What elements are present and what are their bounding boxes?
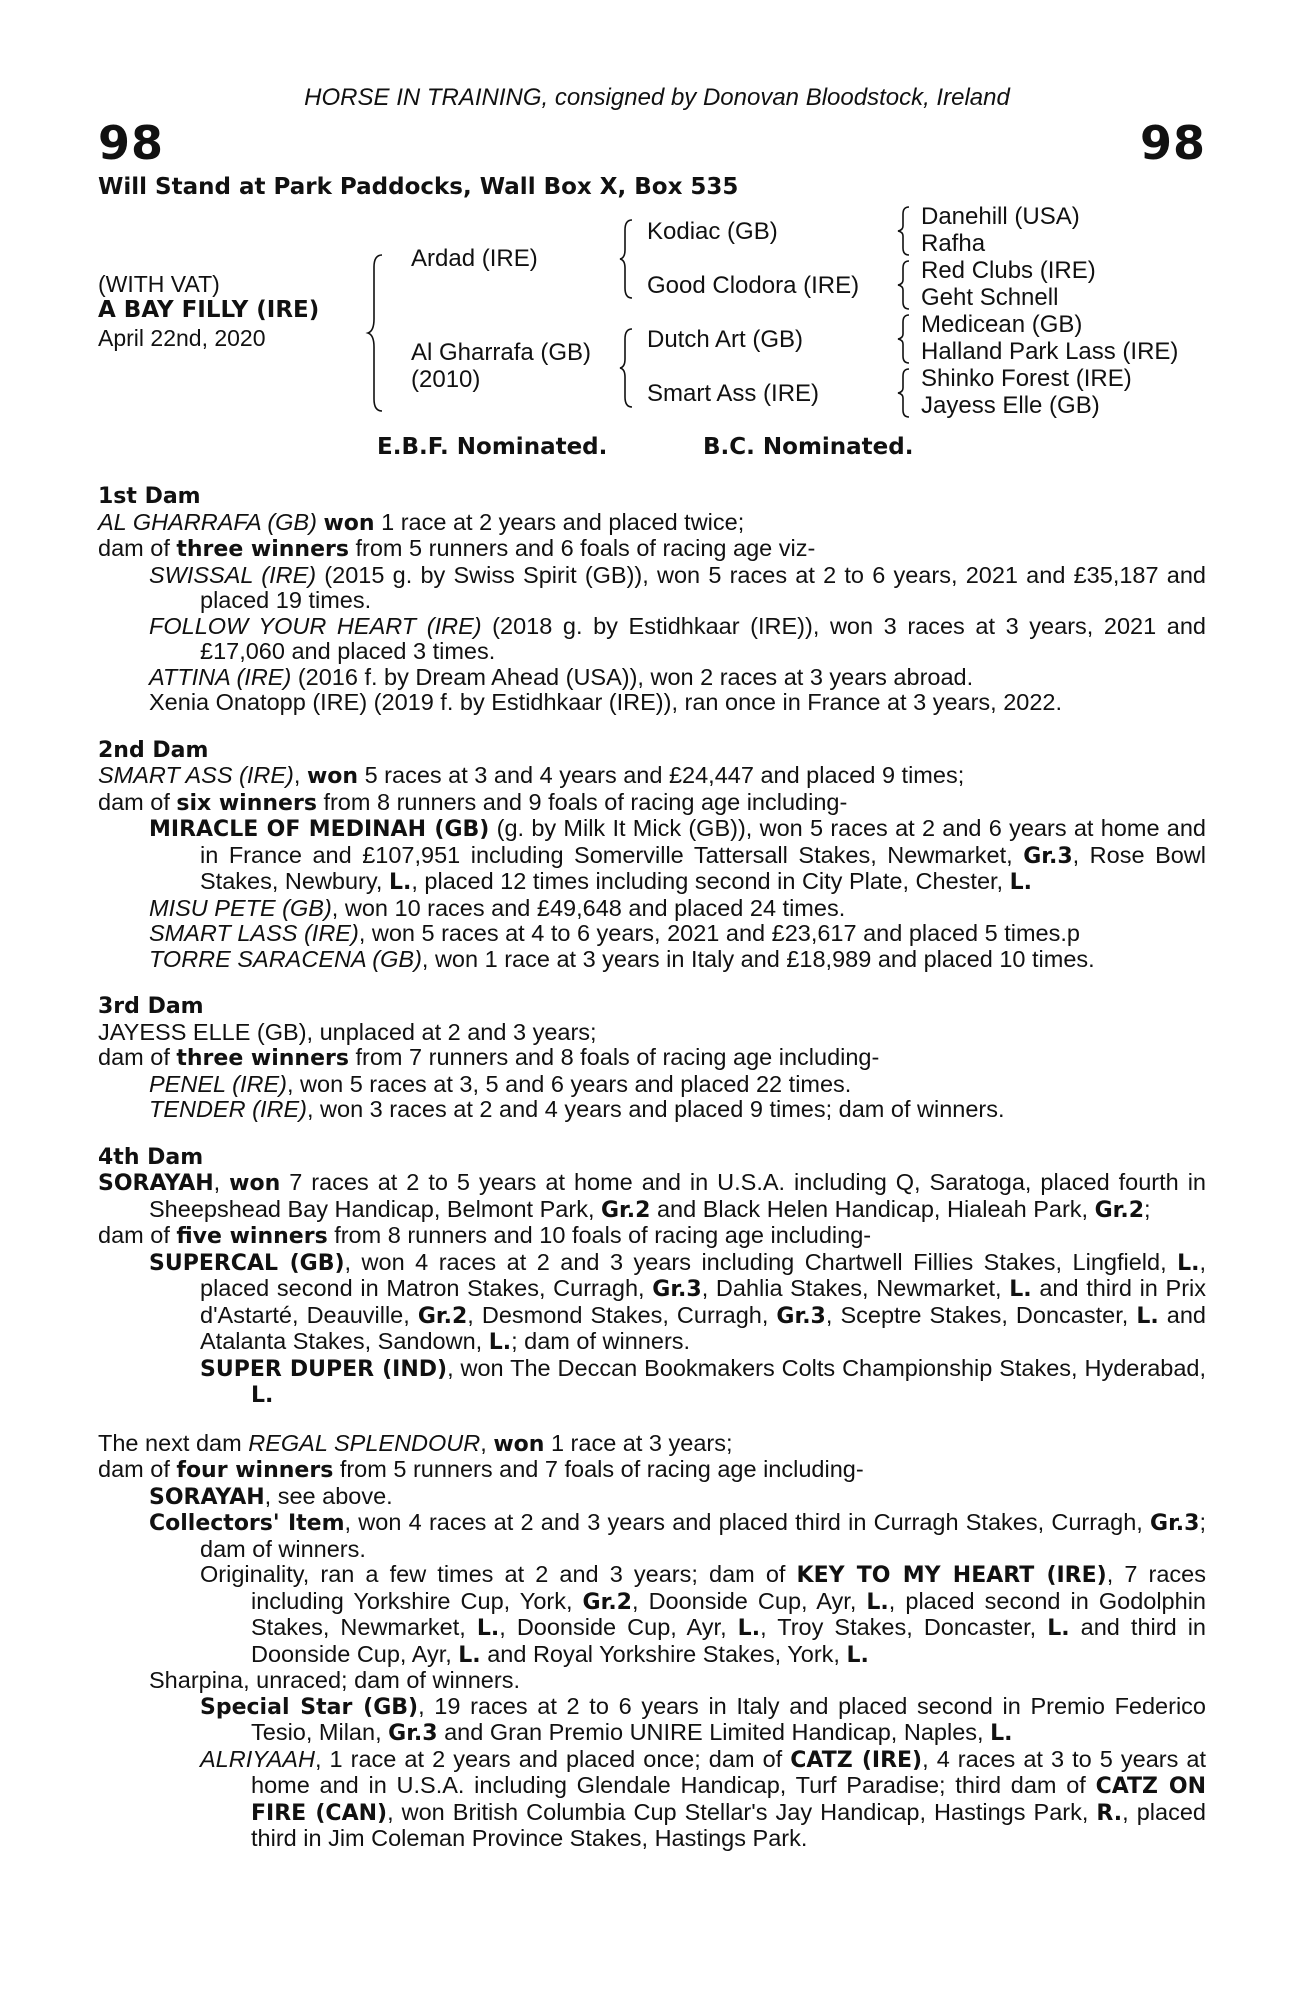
- produce-text: Originality, ran a few times at 2 and 3 years; dam of: [200, 1561, 797, 1587]
- dam-dam: Smart Ass (IRE): [647, 380, 820, 407]
- produce-text: , won 5 races at 3, 5 and 6 years and placed 22 times.: [287, 1070, 852, 1097]
- text: from 8 runners and 9 foals of racing age including-: [316, 788, 848, 815]
- produce-name: SUPERCAL (GB): [149, 1250, 345, 1276]
- produce-text: Sharpina, unraced; dam of winners.: [149, 1667, 520, 1693]
- pedigree-bracket-sire: [620, 218, 636, 300]
- next-dam-record: [98, 1431, 1206, 1458]
- winners-count: three winners: [176, 1046, 349, 1071]
- grade-label: Gr.2: [1094, 1197, 1145, 1223]
- winners-count: five winners: [176, 1224, 328, 1249]
- produce-entry: [98, 947, 1206, 973]
- produce-text: ; dam of winners.: [511, 1328, 691, 1354]
- won-label: won: [306, 764, 359, 789]
- grade-label: Gr.3: [388, 1721, 438, 1746]
- produce-entry: [98, 1668, 1206, 1694]
- produce-entry: [98, 665, 1206, 691]
- produce-text: ; dam of winners.: [200, 1509, 1206, 1562]
- produce-text: , Dahlia Stakes, Newmarket,: [701, 1275, 1010, 1301]
- dam-year: (2010): [411, 366, 481, 393]
- produce-text: , won 4 races at 2 and 3 years and placed third in Curragh Stakes, Curragh,: [344, 1509, 1151, 1535]
- produce-text: , 7 races including Yorkshire Cup, York,: [251, 1561, 1206, 1614]
- listed-label: L.: [737, 1616, 761, 1641]
- produce-text: , placed 12 times including second in City Plate, Chester,: [411, 868, 1010, 894]
- produce-name: CATZ (IRE): [790, 1747, 923, 1773]
- produce-entry: [98, 690, 1206, 716]
- g3-5: Medicean (GB): [921, 311, 1083, 338]
- winners-count: three winners: [176, 537, 349, 562]
- g3-8: Jayess Elle (GB): [921, 392, 1100, 419]
- g3-6: Halland Park Lass (IRE): [921, 338, 1179, 365]
- grade-label: Gr.3: [652, 1277, 702, 1302]
- g3-1: Danehill (USA): [921, 203, 1080, 230]
- produce-text: and Royal Yorkshire Stakes, York,: [480, 1640, 847, 1667]
- listed-label: L.: [1136, 1303, 1159, 1329]
- second-dam-section: [98, 738, 1206, 973]
- dam-sire: Dutch Art (GB): [647, 326, 804, 353]
- produce-text: , won 4 races at 2 and 3 years including Chartwell Fillies Stakes, Lingfield,: [344, 1248, 1178, 1275]
- fourth-dam-produce-summary: [98, 1223, 1206, 1250]
- produce-text: (2016 f. by Dream Ahead (USA)), won 2 races at 3 years abroad.: [291, 663, 974, 690]
- produce-name: TORRE SARACENA (GB): [149, 945, 422, 972]
- record-text: 1 race at 3 years;: [544, 1429, 733, 1456]
- text: from 5 runners and 6 foals of racing age viz-: [348, 535, 816, 561]
- produce-entry: [98, 563, 1206, 614]
- text: ,: [480, 1429, 494, 1456]
- won-label: won: [229, 1171, 281, 1196]
- produce-entry: [98, 1562, 1206, 1668]
- bc-nomination: B.C. Nominated.: [703, 434, 914, 460]
- grade-label: Gr.2: [601, 1197, 651, 1223]
- produce-name: SORAYAH: [149, 1484, 265, 1510]
- first-dam-record: [98, 510, 1206, 537]
- g3-4: Geht Schnell: [921, 284, 1059, 311]
- pedigree-bracket-g3-2: [898, 259, 912, 311]
- produce-entry: [98, 1356, 1206, 1409]
- produce-name: SMART LASS (IRE): [149, 920, 359, 946]
- listed-label: L.: [388, 870, 412, 895]
- produce-entry: [98, 1694, 1206, 1747]
- produce-name: Special Star (GB): [200, 1694, 419, 1720]
- produce-entry: [98, 1097, 1206, 1123]
- produce-text: and third in Prix d'Astarté, Deauville,: [200, 1275, 1207, 1328]
- produce-name: SUPER DUPER (IND): [200, 1356, 448, 1382]
- produce-entry: [98, 1510, 1206, 1562]
- dam-name: REGAL SPLENDOUR: [248, 1429, 481, 1456]
- grade-label: Gr.2: [417, 1303, 468, 1329]
- restricted-label: R.: [1096, 1800, 1123, 1826]
- produce-name: SWISSAL (IRE): [149, 561, 317, 588]
- third-dam-heading: 3rd Dam: [98, 994, 204, 1019]
- produce-name: CATZ ON FIRE (CAN): [251, 1774, 1206, 1826]
- produce-text: , 4 races at 3 to 5 years at home and in U.S.A. including Glendale Handicap, Turf Paradise; third dam of: [251, 1745, 1206, 1798]
- produce-name: FOLLOW YOUR HEART (IRE): [149, 612, 482, 639]
- catalogue-body: [98, 484, 1206, 1874]
- listed-label: L.: [1177, 1250, 1200, 1276]
- dam-name: AL GHARRAFA (GB): [98, 508, 317, 535]
- fourth-dam-heading: 4th Dam: [98, 1144, 204, 1170]
- produce-text: , Sceptre Stakes, Doncaster,: [825, 1301, 1137, 1328]
- produce-text: , won The Deccan Bookmakers Colts Championship Stakes, Hyderabad,: [447, 1354, 1206, 1381]
- produce-entry: [98, 921, 1206, 947]
- produce-text: , Doonside Cup, Ayr,: [631, 1587, 867, 1614]
- fourth-dam-record: [98, 1170, 1206, 1223]
- produce-text: , 1 race at 2 years and placed once; dam of: [314, 1745, 791, 1772]
- g3-3: Red Clubs (IRE): [921, 257, 1096, 284]
- produce-text: , Rose Bowl Stakes, Newbury,: [200, 841, 1206, 894]
- text: from 5 runners and 7 foals of racing age including-: [333, 1456, 864, 1482]
- listed-label: L.: [488, 1330, 512, 1355]
- produce-text: Xenia Onatopp (IRE) (2019 f. by Estidhkaar (IRE)), ran once in France at 3 years, 2022.: [149, 689, 1063, 715]
- produce-entry: [98, 896, 1206, 922]
- produce-name: PENEL (IRE): [149, 1070, 287, 1097]
- produce-name: ATTINA (IRE): [149, 663, 292, 690]
- listed-label: L.: [1009, 870, 1032, 895]
- produce-text: , Desmond Stakes, Curragh,: [467, 1301, 777, 1328]
- next-dam-section: [98, 1431, 1206, 1852]
- second-dam-produce-summary: [98, 790, 1206, 817]
- listed-label: L.: [458, 1642, 481, 1668]
- produce-text: and Gran Premio UNIRE Limited Handicap, Naples,: [437, 1719, 991, 1745]
- listed-label: L.: [866, 1589, 889, 1615]
- text: dam of: [98, 1456, 177, 1482]
- text: dam of: [98, 535, 177, 561]
- produce-entry: [98, 1484, 1206, 1511]
- text: The next dam: [98, 1429, 249, 1456]
- produce-name: MISU PETE (GB): [149, 894, 332, 921]
- produce-text: (g. by Milk It Mick (GB)), won 5 races at 2 and 6 years at home and in France and £107,951 including Somerville Tattersall Stakes, Newmarket,: [200, 815, 1206, 868]
- sire-dam: Good Clodora (IRE): [647, 272, 860, 299]
- text: from 7 runners and 8 foals of racing age including-: [348, 1044, 880, 1070]
- ebf-nomination: E.B.F. Nominated.: [377, 434, 608, 460]
- produce-text: , 19 races at 2 to 6 years in Italy and placed second in Premio Federico Tesio, Milan,: [251, 1692, 1206, 1745]
- vat-note: (WITH VAT): [98, 271, 220, 297]
- lot-number-right: 98: [1139, 116, 1206, 170]
- won-label: won: [493, 1431, 545, 1457]
- grade-label: Gr.3: [776, 1303, 826, 1329]
- listed-label: L.: [846, 1642, 869, 1668]
- dam-name: SMART ASS (IRE): [98, 762, 294, 788]
- dam-name: SORAYAH: [98, 1171, 214, 1196]
- produce-name: ALRIYAAH: [200, 1745, 315, 1772]
- listed-label: L.: [1009, 1277, 1032, 1302]
- produce-entry: [98, 1747, 1206, 1852]
- text: dam of: [98, 1044, 177, 1070]
- third-dam-produce-summary: [98, 1045, 1206, 1072]
- listed-label: L.: [990, 1721, 1013, 1746]
- page-subtitle: HORSE IN TRAINING, consigned by Donovan Bloodstock, Ireland: [304, 84, 1010, 111]
- produce-text: , won 5 races at 4 to 6 years, 2021 and £23,617 and placed 5 times.p: [358, 920, 1080, 946]
- dam-name: Al Gharrafa (GB): [411, 339, 592, 366]
- grade-label: Gr.3: [1023, 843, 1073, 869]
- text: dam of: [98, 1222, 177, 1248]
- pedigree-bracket-g3-3: [898, 313, 912, 365]
- stand-location: Will Stand at Park Paddocks, Wall Box X, Box 535: [98, 174, 739, 200]
- pedigree-bracket-g3-4: [898, 367, 912, 419]
- pedigree-bracket-main: [368, 253, 388, 413]
- produce-text: , won 3 races at 2 and 4 years and placed 9 times; dam of winners.: [306, 1096, 1005, 1122]
- text: ,: [213, 1169, 230, 1195]
- produce-entry: [98, 1072, 1206, 1098]
- first-dam-section: [98, 484, 1206, 716]
- fourth-dam-section: [98, 1145, 1206, 1409]
- produce-entry: [98, 1250, 1206, 1356]
- produce-text: , see above.: [264, 1482, 393, 1509]
- produce-name: TENDER (IRE): [149, 1096, 307, 1122]
- g3-2: Rafha: [921, 230, 986, 257]
- produce-name: Collectors' Item: [149, 1511, 345, 1536]
- listed-label: L.: [251, 1383, 274, 1408]
- sire-sire: Kodiac (GB): [647, 218, 778, 245]
- second-dam-heading: 2nd Dam: [98, 737, 209, 763]
- grade-label: Gr.3: [1150, 1511, 1200, 1536]
- third-dam-record: JAYESS ELLE (GB), unplaced at 2 and 3 years;: [98, 1018, 597, 1045]
- grade-label: Gr.2: [582, 1589, 632, 1615]
- winners-count: four winners: [176, 1458, 334, 1483]
- produce-text: , placed second in Godolphin Stakes, Newmarket,: [251, 1587, 1206, 1640]
- record-text: 1 race at 2 years and placed twice;: [374, 508, 745, 535]
- second-dam-record: SMART ASS (IRE), won 5 races at 3 and 4 years and £24,447 and placed 9 times;: [98, 762, 965, 789]
- record-text: and Black Helen Handicap, Hialeah Park,: [650, 1195, 1095, 1222]
- horse-dob: April 22nd, 2020: [98, 325, 266, 351]
- text: from 8 runners and 10 foals of racing age including-: [327, 1222, 872, 1248]
- listed-label: L.: [476, 1616, 500, 1641]
- lot-number-left: 98: [98, 116, 165, 170]
- won-label: won: [323, 510, 375, 536]
- record-text: 7 races at 2 to 5 years at home and in U.S.A. including Q, Saratoga, placed fourth in Sheepshead Bay Handicap, Belmont Park,: [149, 1169, 1206, 1222]
- produce-text: and third in Doonside Cup, Ayr,: [251, 1614, 1206, 1667]
- produce-name: KEY TO MY HEART (IRE): [796, 1563, 1107, 1588]
- produce-name: MIRACLE OF MEDINAH (GB): [149, 817, 490, 842]
- produce-text: (2018 g. by Estidhkaar (IRE)), won 3 races at 3 years, 2021 and £17,060 and placed 3 times.: [200, 612, 1206, 664]
- pedigree-bracket-g3-1: [898, 205, 912, 257]
- winners-count: six winners: [176, 790, 317, 816]
- produce-text: , Doonside Cup, Ayr,: [499, 1614, 738, 1640]
- first-dam-produce-summary: [98, 536, 1206, 563]
- produce-text: , won 1 race at 3 years in Italy and £18,989 and placed 10 times.: [421, 945, 1095, 972]
- produce-entry: [98, 614, 1206, 665]
- produce-entry: [98, 816, 1206, 896]
- pedigree-bracket-dam: [620, 327, 636, 409]
- first-dam-heading: 1st Dam: [98, 484, 201, 509]
- produce-text: (2015 g. by Swiss Spirit (GB)), won 5 races at 2 to 6 years, 2021 and £35,187 and placed 19 times.: [200, 561, 1206, 613]
- next-dam-produce-summary: [98, 1457, 1206, 1484]
- produce-text: , placed second in Matron Stakes, Curragh,: [200, 1248, 1206, 1301]
- text: dam of: [98, 788, 177, 815]
- produce-text: and Atalanta Stakes, Sandown,: [200, 1301, 1206, 1354]
- third-dam-section: [98, 994, 1206, 1123]
- produce-text: , Troy Stakes, Doncaster,: [760, 1614, 1048, 1640]
- produce-text: , won British Columbia Cup Stellar's Jay Handicap, Hastings Park,: [387, 1798, 1097, 1825]
- sire-name: Ardad (IRE): [411, 245, 538, 272]
- produce-text: , won 10 races and £49,648 and placed 24 times.: [331, 894, 846, 921]
- record-text: 5 races at 3 and 4 years and £24,447 and placed 9 times;: [358, 762, 965, 788]
- g3-7: Shinko Forest (IRE): [921, 365, 1132, 392]
- produce-text: , placed third in Jim Coleman Province Stakes, Hastings Park.: [251, 1798, 1206, 1851]
- record-text: ;: [1144, 1195, 1151, 1222]
- listed-label: L.: [1047, 1616, 1070, 1641]
- horse-name: A BAY FILLY (IRE): [98, 297, 320, 323]
